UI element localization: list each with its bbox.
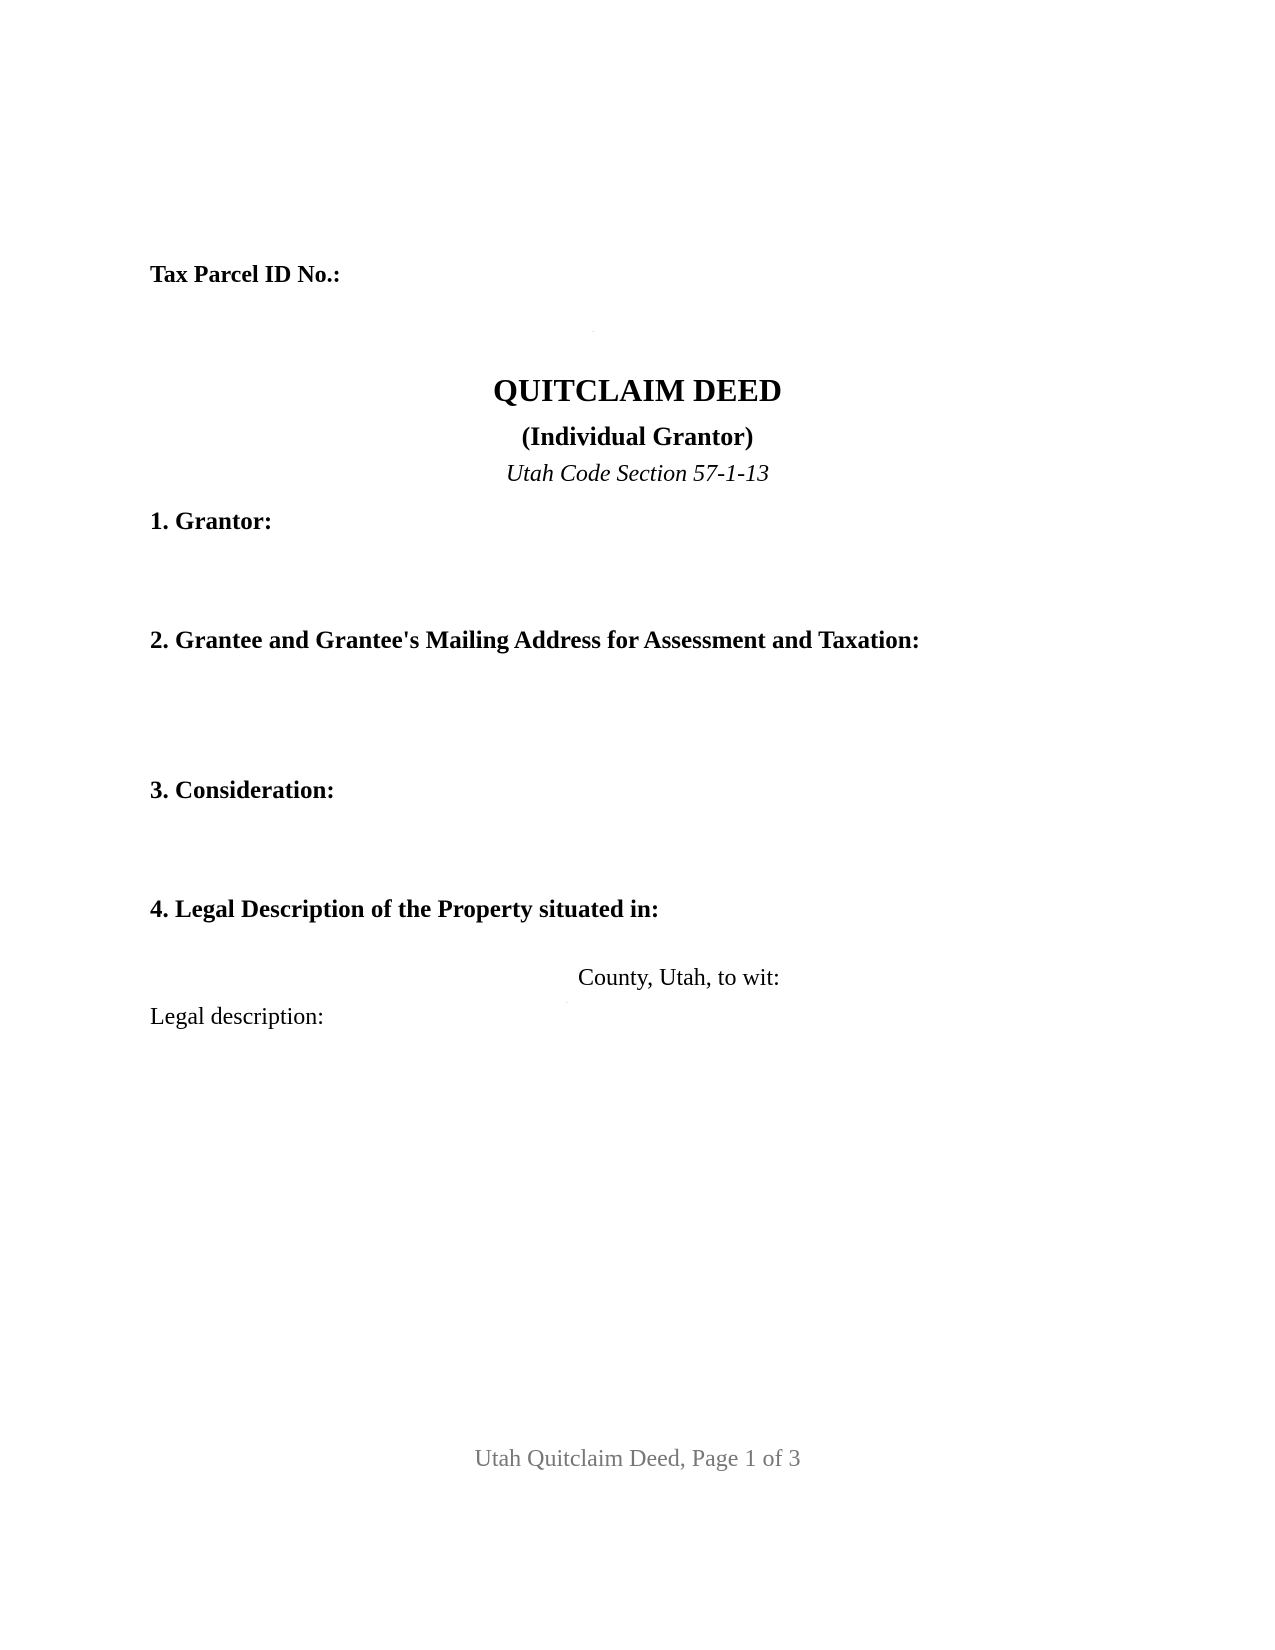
document-subtitle: (Individual Grantor): [521, 422, 754, 451]
legal-description-label: Legal description:: [150, 1004, 324, 1030]
tax-parcel-id-label: Tax Parcel ID No.:: [150, 262, 341, 288]
section-grantor-heading: 1. Grantor:: [150, 508, 273, 535]
section-legal-description-heading: 4. Legal Description of the Property situated in:: [150, 896, 660, 923]
section-grantee-heading: 2. Grantee and Grantee's Mailing Address for Assessment and Taxation:: [150, 627, 920, 654]
scan-speck: [566, 1002, 568, 1003]
scan-speck: [592, 331, 594, 332]
county-line-text: County, Utah, to wit:: [578, 965, 780, 991]
document-title: QUITCLAIM DEED: [493, 372, 782, 408]
code-reference: Utah Code Section 57-1-13: [505, 461, 770, 487]
section-consideration-heading: 3. Consideration:: [150, 777, 335, 804]
page-footer: Utah Quitclaim Deed, Page 1 of 3: [474, 1446, 801, 1472]
